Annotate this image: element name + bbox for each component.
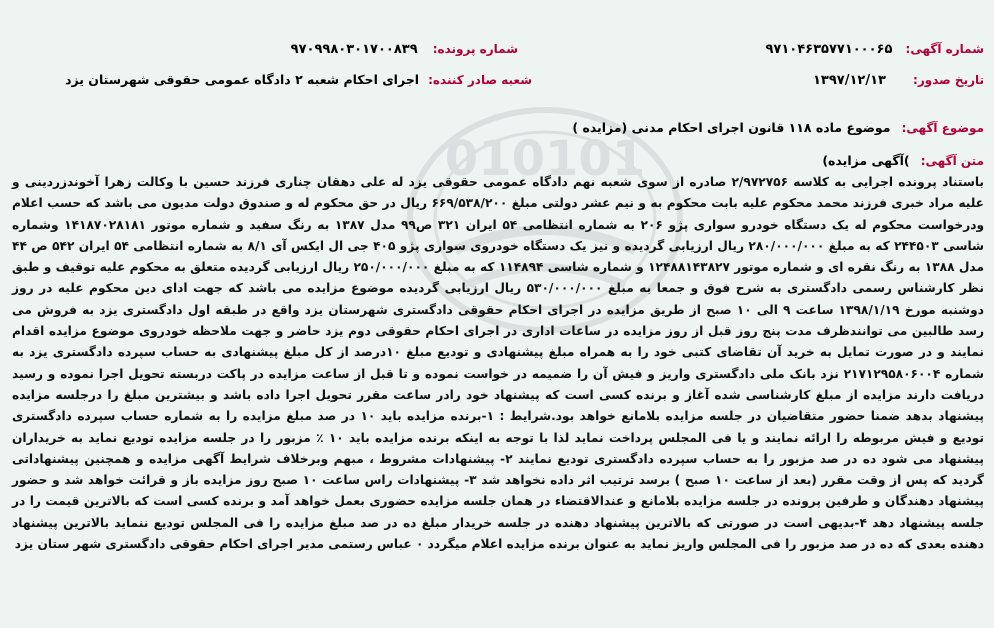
file-number-label: شماره پرونده:	[432, 42, 518, 56]
notice-text-label: متن آگهی:	[920, 154, 984, 168]
notice-number-row	[765, 38, 984, 57]
notice-heading: )آگهی مزایده)	[822, 153, 910, 168]
watermark-number: 010101	[444, 131, 646, 187]
issuing-branch: اجرای احکام شعبه ۲ دادگاه عمومی حقوقی شهرستان یزد	[65, 72, 420, 87]
issuing-branch-row	[65, 69, 532, 88]
issue-date: ۱۳۹۷/۱۲/۱۳	[812, 73, 886, 88]
notice-number: ۹۷۱۰۴۶۳۵۷۷۱۰۰۰۶۵	[765, 42, 893, 57]
subject-row	[572, 117, 984, 136]
subject-label: موضوع آگهی:	[901, 121, 984, 135]
file-number-row	[291, 38, 518, 57]
notice-text-row	[822, 150, 984, 169]
issue-date-label: تاریخ صدور:	[913, 73, 984, 87]
notice-header	[0, 0, 994, 100]
file-number: ۹۷۰۹۹۸۰۳۰۱۷۰۰۸۳۹	[290, 42, 418, 57]
notice-number-label: شماره آگهی:	[905, 42, 984, 56]
subject-value: موضوع ماده ۱۱۸ قانون اجرای احکام مدنی (مزایده )	[572, 120, 891, 135]
issuing-branch-label: شعبه صادر کننده:	[428, 73, 532, 87]
notice-body: باستناد پرونده اجرایی به کلاسه ۲/۹۷۲۷۵۶ صادره از سوی شعبه نهم دادگاه عمومی حقوقی یزد له علی دهقان چناری فرزند حسین با وکالت زهرا آخوندزردینی و علیه مراد خبری فرزند محمد محکوم علیه بابت محکوم به و نیم عشر دولتی مبلغ ۶۶۹/۵۳۸/۲۰۰ ریال در حق محکوم له و صندوق دولت مدیون می باشد که حسب اعلام ودرخواست محکوم له یک دستگاه خودرو سواری پژو ۲۰۶ به شماره انتظامی ۵۴ ایران ۳۲۱ ص۹۹ مدل ۱۳۸۷ به رنگ سفید و شماره موتور ۱۴۱۸۷۰۲۸۱۸۱ وشماره شاسی ۲۴۴۵۰۳ که به مبلغ ۲۸۰/۰۰۰/۰۰۰ ریال ارزیابی گردیده و نیز یک دستگاه خودروی سواری پژو ۴۰۵ جی ال ایکس آی ۸/۱ به شماره انتظامی ۵۴ ایران ۵۴۲ ص ۴۴ مدل ۱۳۸۸ به رنگ نقره ای و شماره موتور ۱۲۴۸۸۱۴۳۸۲۷ و شماره شاسی ۱۱۴۸۹۴ که به مبلغ ۲۵۰/۰۰۰/۰۰۰ ریال ارزیابی گردیده متعلق به محکوم علیه توقیف و طبق نظر کارشناس رسمی دادگستری به شرح فوق و جمعا به مبلغ ۵۳۰/۰۰۰/۰۰۰ ریال ارزیابی گردیده موضوع مزایده می باشد که جهت ادای دین محکوم علیه در روز دوشنبه مورخ ۱۳۹۸/۱/۱۹ ساعت ۹ الی ۱۰ صبح از طریق مزایده در اجرای احکام حقوقی دادگستری شهرستان یزد واقع در طبقه اول دادگستری یزد به فروش می رسد طالبین می توانندظرف مدت پنج روز قبل از روز مزایده در ساعات اداری در اجرای احکام حقوقی دوم یزد حاضر و جهت ملاحظه خودروی موضوع مزایده اقدام نمایند و در صورت تمایل به خرید آن تقاضای کتبی خود را به همراه مبلغ پیشنهادی و تودیع مبلغ ۱۰درصد از کل مبلغ پیشنهادی به حساب سپرده دادگستری یزد به شماره ۲۱۷۱۲۹۵۸۰۶۰۰۴ نزد بانک ملی دادگستری واریز و فیش آن را ضمیمه در خواست نموده و تا قبل از ساعت مزایده در پاکت دربسته تحویل اجرا نموده و رسید دریافت دارند مزایده از مبلغ کارشناسی شده آغاز و برنده کسی است که پیشنهاد خود رادر ساعت مقرر تحویل اجرا داده باشد و بیشترین مبلغ را درجلسه مزایده پیشنهاد بدهد ضمنا حضور متقاضیان در جلسه مزایده بلامانع خواهد بود.شرایط : ۱-برنده مزایده باید ۱۰ در صد مبلغ مزایده را به شماره حساب سپرده دادگستری تودیع و فیش مربوطه را ارائه نمایند و یا فی المجلس پرداخت نماید لذا با توجه به اینکه برنده مزایده باید ۱۰ ٪ مزبور را در جلسه مزایده تودیع نماید به خریداران پیشنهاد می شود ده در صد مزبور را به حساب سپرده دادگستری تودیع نمایند ۲- پیشنهادات مشروط ، مبهم وبرخلاف شرایط آگهی مزایده و همچنین پیشنهاداتی گردید که پس از وقت مقرر (بعد از ساعت ۱۰ صبح ) برسد ترتیب اثر داده نخواهد شد ۳- پیشنهادات راس ساعت ۱۰ صبح روز مزایده باز و قرائت خواهد شد و حضور پیشنهاد دهندگان و طرفین پرونده در جلسه مزایده بلامانع و عندالاقتضاء در همان جلسه مزایده حضوری بعمل خواهد آمد و برنده کسی است که بالاترین قیمت را در جلسه پیشنهاد دهد ۴-بدیهی است در صورتی که بالاترین پیشنهاد دهنده در جلسه خریدار مبلغ ده در صد مبلغ مزایده را فی المجلس تودیع ننماید بالاترین پیشنهاد دهنده بعدی که ده در صد مزبور را فی المجلس واریز نماید به عنوان برنده مزایده اعلام میگردد ۰ عباس رستمی مدیر اجرای احکام حقوقی دادگستری شهر ستان یزد	[12, 175, 985, 552]
issue-date-row	[813, 69, 984, 88]
